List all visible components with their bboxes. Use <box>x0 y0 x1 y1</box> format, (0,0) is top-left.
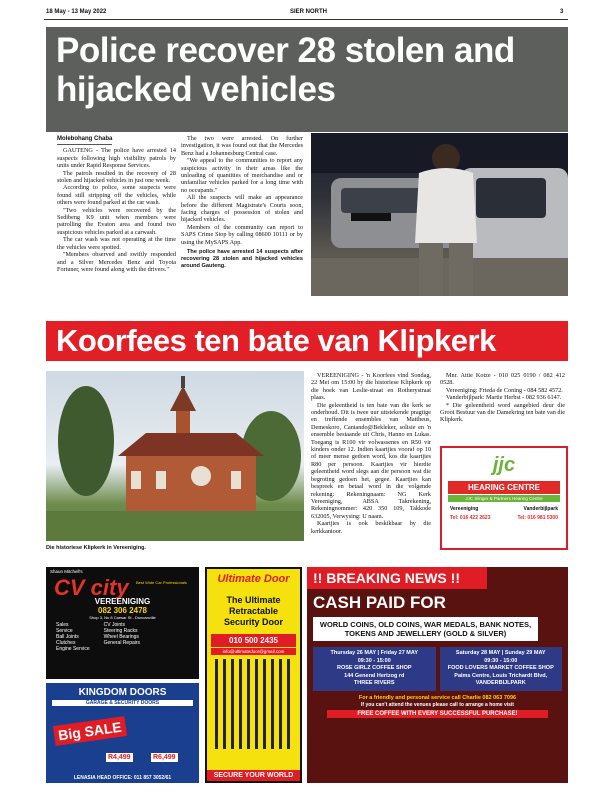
cvcity-place: VEREENIGING <box>94 597 151 606</box>
breaking-footer-3: FREE COFFEE WITH EVERY SUCCESSFUL PURCHASE! <box>327 710 548 718</box>
story2-paragraph: Mnr. Attie Kotze - 010 025 0190 / 082 412 0528. <box>440 372 565 387</box>
story2-paragraph: Vereeniging: Frieda de Coning - 084 582 4572. <box>446 386 563 394</box>
kingdom-doors-ad <box>46 683 199 783</box>
event-1-venue: ROSE GIRLZ COFFEE SHOP <box>336 665 412 671</box>
suspect-arrest-photo <box>311 133 568 296</box>
story1-column-1 <box>57 135 176 310</box>
event-2-time: 09:30 - 15:00 <box>484 657 518 664</box>
cvcity-service: General Repairs <box>103 640 141 646</box>
story1-paragraph: All the suspects will make an appearance before the different Magistrate's Courts soon, facing charges of possession of stolen and hijacked vehicles. <box>181 194 303 224</box>
story2-paragraph: VEREENIGING - 'n Koorfees vind Sondag, 22 Mei om 15:00 by die historiese Klipkerk op die hoek van Leslie-straat en Rotherystraat plaas. <box>311 372 431 402</box>
ultimate-line-1: The Ultimate <box>226 595 281 605</box>
event-2-address: Palms Centre, Louis Trichardt Blvd, <box>454 672 548 679</box>
story1-paragraph: According to police, some suspects were found still stripping off the vehicles, while others were found parked at the car wash. <box>57 184 176 207</box>
cvcity-top: Shaun Mitchell's <box>50 569 83 574</box>
event-1-time: 09:30 - 15:00 <box>357 657 391 664</box>
ultimate-footer: SECURE YOUR WORLD <box>207 770 300 781</box>
story2-headline: Koorfees ten bate van Klipkerk <box>46 321 568 361</box>
cvcity-service: Engine Service <box>56 646 90 652</box>
kingdom-price-2: R6,499 <box>153 754 176 761</box>
story1-paragraph: "Two vehicles were recovered by the Sedibeng K9 unit when members were patrolling the Evaton area and found two suspicious vehicles parked at a carwash. <box>57 206 176 236</box>
hearing-left-phone: Tel: 016 422 2623 <box>450 515 491 521</box>
ultimate-logo: Ultimate Door <box>217 573 290 585</box>
event-2 <box>440 647 563 691</box>
cvcity-service: Ball Joints <box>56 634 79 640</box>
story1-headline: Police recover 28 stolen and hijacked vehicles <box>46 27 568 132</box>
kingdom-sub: GARAGE & SECURITY DOORS <box>52 700 193 706</box>
story1-paragraph: GAUTENG - The police have arrested 14 suspects following high visibility patrols by units under Rapid Response Services. <box>57 147 176 170</box>
hearing-right-phone: Tel: 016 981 5300 <box>517 515 558 521</box>
story1-column-2 <box>181 135 303 310</box>
story1-paragraph: The two were arrested. On further investigation, it was found out that the Mercedes Benz had a Johannesburg Central case. <box>181 135 303 157</box>
hearing-subtitle: JJC Slinger & Partners Hearing Centre <box>448 495 560 502</box>
story2-paragraph: Die geleentheid is ten bate van die kerk se onderhoud. Dit is twee uur uitstekende pragtige en treffende ensembles van Mattheus, Demeskoro, Cantando@Bekleker, solisie en 'n ensemble bestaande uit Chris, Hanno en Lukas. Toegang is R100 vir volwassenes en R50 vir kinders onder 12. Indien kaartjies vooraf op 10 of meer mense gedoen word, kos die kaartjies R80 per persoon. Kaartjies vir hierdie geleentheid word slegs aan die persoon wat die begroting gedoen het, gegee. Kaartjies kan bespreek en betaal word in die volgende rekening: Rekeningnaam: NG Kerk Vereeniging, ABSA Takrekening, Rekeningnommer: 420 350 109, Takkode 632005, Verwysing: U naam. <box>311 401 431 520</box>
event-2-area: VANDERBIJLPARK <box>475 680 526 686</box>
hearing-centre-ad <box>440 446 568 550</box>
breaking-headline: CASH PAID FOR <box>313 593 446 612</box>
story1-paragraph: Members of the community can report to SAPS Crime Stop by calling 08600 10111 or by using the MySAPS App. <box>181 223 303 246</box>
ultimate-line-3: Security Door <box>223 617 283 627</box>
event-1 <box>313 647 436 691</box>
kingdom-logo: KINGDOM DOORS <box>78 687 167 698</box>
breaking-footer-2: If you can't attend the venues please call to arrange a home visit <box>361 701 514 708</box>
cvcity-address: Shop 3, No 8 Caesar St - Duncanville <box>89 615 156 620</box>
cvcity-service: Steering Racks <box>103 628 138 634</box>
event-2-venue: FOOD LOVERS MARKET COFFEE SHOP <box>447 665 554 671</box>
cvcity-tagline: Best Wide Car Professionals <box>136 580 187 585</box>
cvcity-service: Sales <box>56 622 69 628</box>
ultimate-door-ad <box>205 567 302 783</box>
event-2-date: Saturday 28 MAY | Sunday 29 MAY <box>455 650 546 656</box>
folio-paper: SIER NORTH <box>290 9 328 15</box>
event-1-area: THREE RIVERS <box>353 680 395 686</box>
hearing-title: HEARING CENTRE <box>448 481 560 494</box>
folio-date: 18 May - 13 May 2022 <box>46 9 107 15</box>
breaking-items: WORLD COINS, OLD COINS, WAR MEDALS, BANK NOTES, TOKENS AND JEWELLERY (GOLD & SILVER) <box>313 617 538 641</box>
story1-summary: The police have arrested 14 suspects after recovering 28 stolen and hijacked vehicles around Gauteng. <box>181 249 303 270</box>
event-1-date: Thursday 26 MAY | Friday 27 MAY <box>330 650 419 656</box>
cv-city-ad <box>46 567 199 679</box>
kingdom-promo: Big SALE <box>53 716 127 746</box>
breaking-banner: !! BREAKING NEWS !! <box>307 567 487 589</box>
cvcity-service: Service <box>56 628 73 634</box>
story2-column-2 <box>440 372 565 440</box>
ultimate-email: info@ultimatedoor@gmail.com <box>211 648 296 655</box>
folio-page: 3 <box>560 9 564 15</box>
cvcity-logo: CV city <box>54 575 129 600</box>
story2-paragraph: Vanderbijlpark: Martie Herbst - 082 936 6147. <box>446 394 562 402</box>
cvcity-service: Wheel Bearings <box>103 634 139 640</box>
ultimate-phone: 010 500 2435 <box>211 634 296 647</box>
story1-paragraph: The patrols resulted in the recovery of 28 stolen and hijacked vehicles in just one week. <box>57 169 176 185</box>
cvcity-service: CV Joints <box>103 622 126 628</box>
kingdom-price-1: R4,499 <box>108 754 131 761</box>
ultimate-line-2: Retractable <box>228 606 279 616</box>
security-door-image <box>215 659 292 749</box>
story1-byline: Molebohang Chaba <box>57 136 112 145</box>
story2-paragraph: Kaartjies is ook beskikbaar by die kerkkantoor. <box>311 520 431 535</box>
cvcity-service: Clutches <box>56 640 76 646</box>
story1-paragraph: "Members observed and swiftly responded and a Silver Mercedes Benz and Toyota Fortuner, were found along with the drivers." <box>57 251 176 273</box>
top-rule <box>44 19 568 20</box>
klipkerk-church-photo <box>46 371 304 541</box>
hearing-right-town: Vanderbijlpark <box>523 506 558 512</box>
story1-paragraph: "We appeal to the communities to report any suspicious activity in their areas like the unloading of quantities of merchandise and or unfamiliar vehicles parked for a long time with no occupants." <box>181 157 303 194</box>
hearing-logo: jjc <box>492 454 516 476</box>
cvcity-phone: 082 306 2478 <box>98 606 147 615</box>
breaking-footer-1: For a friendly and personal service call Charlie 082 063 7096 <box>358 694 517 701</box>
photo-caption: Die historiese Klipkerk in Vereeniging. <box>46 545 146 551</box>
story1-paragraph: The car wash was not operating at the time the vehicles were spotted. <box>57 236 176 251</box>
kingdom-footer: LENASIA HEAD OFFICE: 011 857 3052/61 <box>73 775 172 781</box>
breaking-news-ad <box>307 567 568 783</box>
hearing-left-town: Vereeniging <box>450 506 479 512</box>
story2-column-1 <box>311 372 431 562</box>
story2-paragraph: * Die geleentheid word aangebied deur die Groot Bestuur van die Damekring ten bate van die Klipkerk. <box>440 401 565 424</box>
event-1-address: 144 General Hertzog rd <box>344 672 405 679</box>
